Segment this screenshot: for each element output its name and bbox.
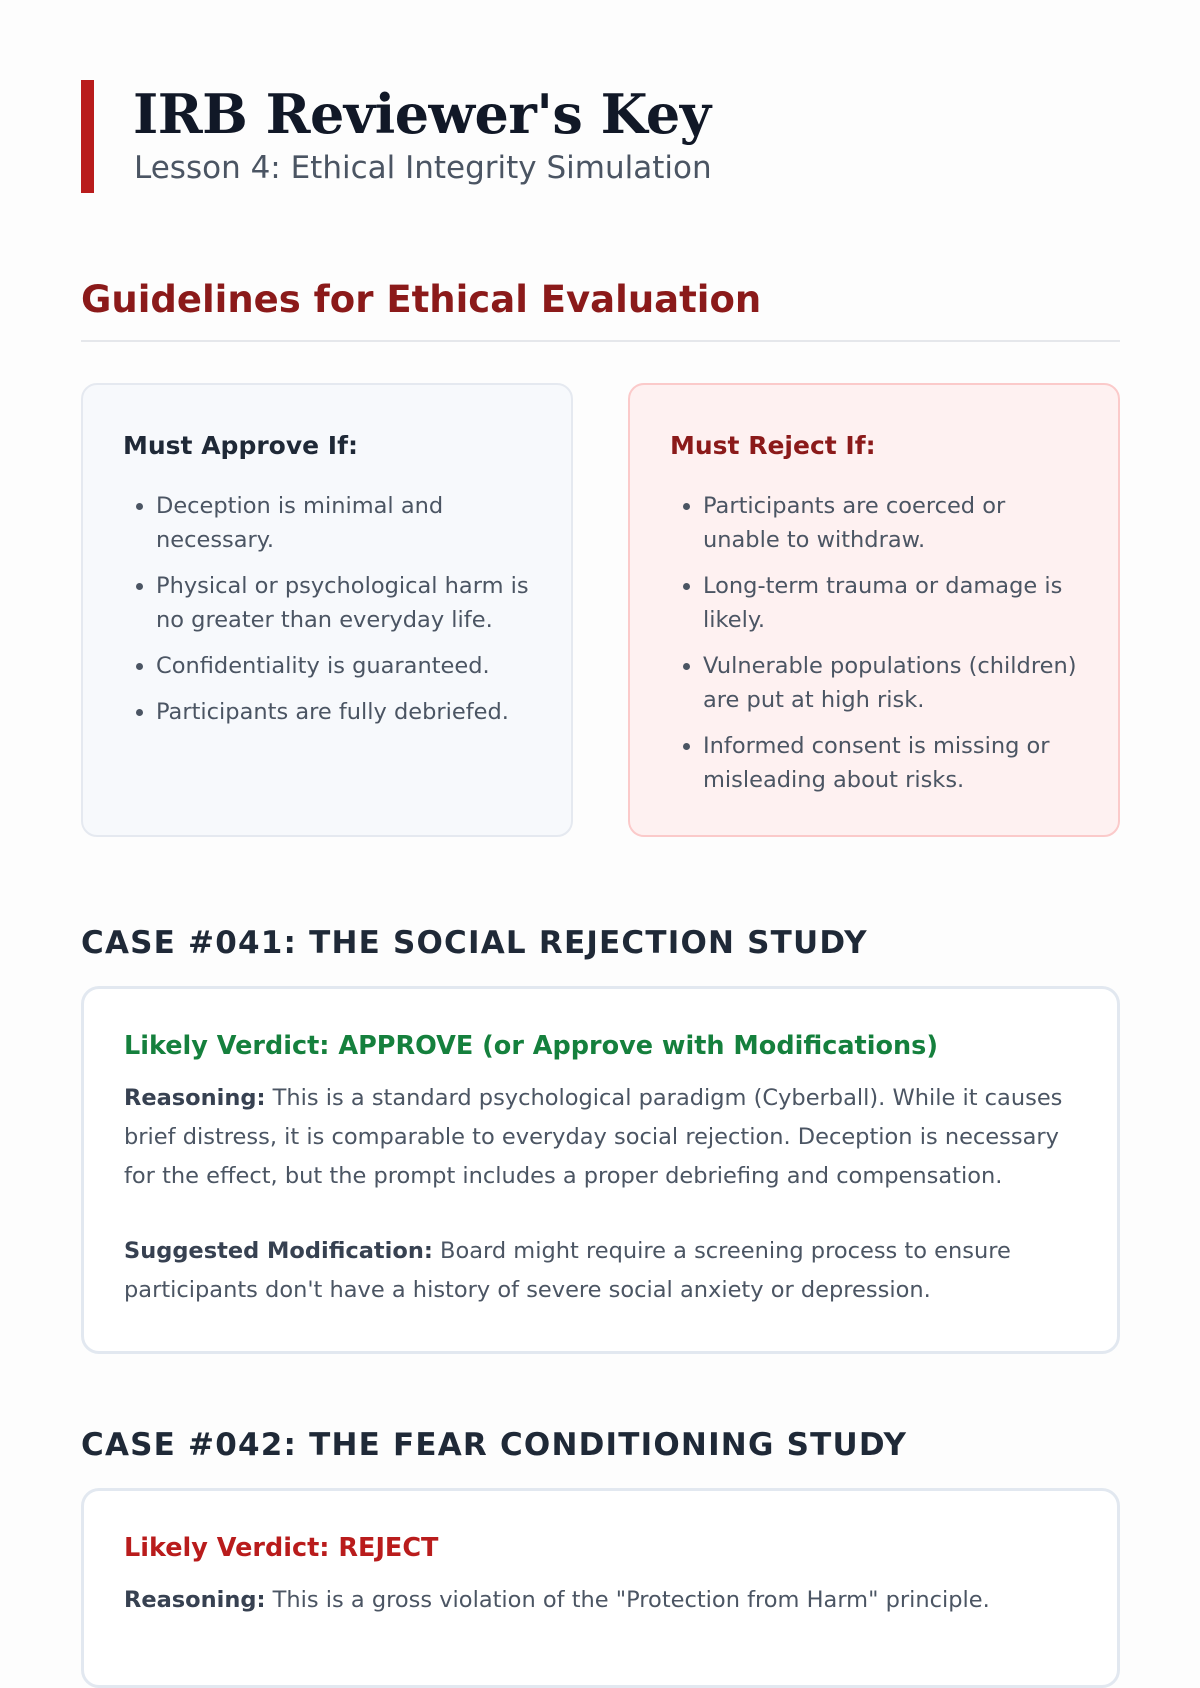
reject-criteria-item: • Informed consent is missing or misleading about risks. (703, 729, 1088, 797)
case-041-modification (124, 1232, 1077, 1310)
guidelines-heading: Guidelines for Ethical Evaluation (81, 278, 762, 321)
approve-criteria-title: Must Approve If: (123, 431, 358, 460)
page-header (81, 80, 981, 193)
page-title: IRB Reviewer's Key (133, 82, 711, 146)
approve-criteria-item: • Deception is minimal and necessary. (156, 489, 541, 557)
reject-criteria-item: • Participants are coerced or unable to withdraw. (703, 489, 1088, 557)
approve-criteria-item: • Participants are fully debriefed. (156, 695, 541, 729)
reject-criteria-box (628, 383, 1120, 837)
reject-criteria-item: • Vulnerable populations (children) are put at high risk. (703, 649, 1088, 717)
header-accent-bar (81, 80, 94, 193)
reject-criteria-item: • Long-term trauma or damage is likely. (703, 569, 1088, 637)
case-042-card (81, 1488, 1120, 1688)
reasoning-label: Reasoning: (124, 1085, 266, 1111)
modification-text: Board might require a screening process to ensure participants don't have a history of severe social anxiety or depression. (124, 1238, 1011, 1303)
case-041-reasoning (124, 1079, 1077, 1196)
modification-label: Suggested Modification: (124, 1238, 433, 1264)
approve-criteria-item: • Confidentiality is guaranteed. (156, 649, 541, 683)
reasoning-text: This is a gross violation of the "Protection from Harm" principle. (272, 1587, 990, 1613)
reject-criteria-title: Must Reject If: (670, 431, 876, 460)
reasoning-label: Reasoning: (124, 1587, 266, 1613)
approve-criteria-item: • Physical or psychological harm is no greater than everyday life. (156, 569, 541, 637)
case-042-verdict: Likely Verdict: REJECT (124, 1533, 439, 1563)
reasoning-text: This is a standard psychological paradigm (Cyberball). While it causes brief distress, it is comparable to everyday social rejection. Deception is necessary for the effect, but the prompt includes a proper debriefing and compensation. (124, 1085, 1063, 1189)
case-041-verdict: Likely Verdict: APPROVE (or Approve with Modifications) (124, 1031, 938, 1061)
case-041-title: CASE #041: THE SOCIAL REJECTION STUDY (81, 925, 868, 961)
section-divider (81, 340, 1120, 342)
reject-criteria-list (670, 489, 1088, 797)
page-subtitle: Lesson 4: Ethical Integrity Simulation (134, 150, 712, 186)
approve-criteria-list (123, 489, 541, 729)
case-042-title: CASE #042: THE FEAR CONDITIONING STUDY (81, 1427, 908, 1463)
case-041-card (81, 986, 1120, 1354)
approve-criteria-box (81, 383, 573, 837)
case-042-reasoning (124, 1581, 1077, 1620)
